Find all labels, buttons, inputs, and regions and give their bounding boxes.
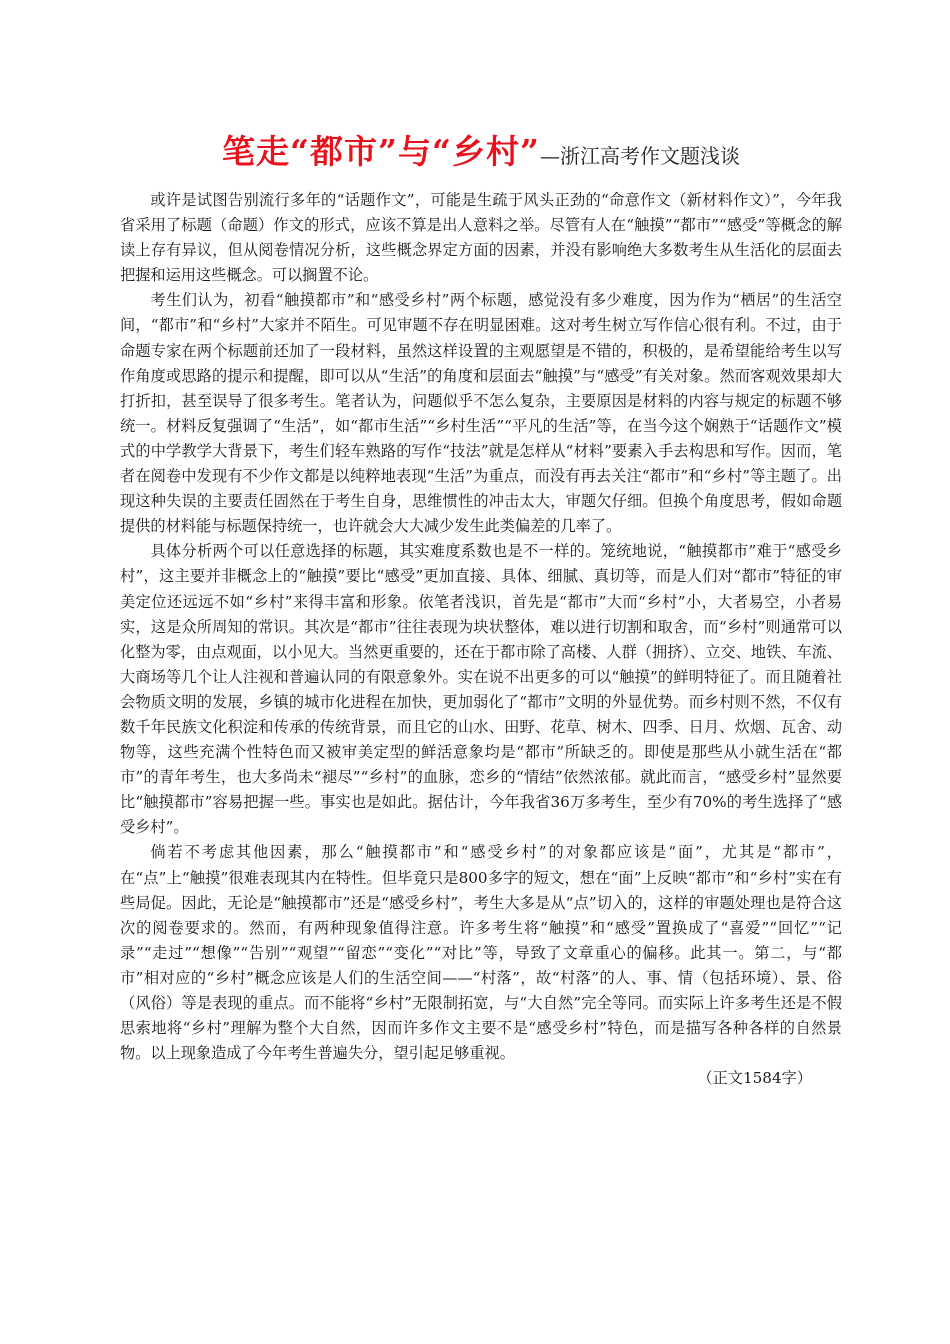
title-main: 笔走“都市”与“乡村” xyxy=(222,132,540,171)
paragraph-2: 考生们认为，初看“触摸都市”和“感受乡村”两个标题，感觉没有多少难度，因为作为“栖居”的生活空间，“都市”和“乡村”大家并不陌生。可见审题不存在明显困难。这对考生树立写作信心很有利。不过，由于命题专家在两个标题前还加了一段材料，虽然这样设置的主观愿望是不错的，积极的，是希望能给考生以写作角度或思路的提示和提醒，即可以从“生活”的角度和层面去“触摸”与“感受”有关对象。然而客观效果却大打折扣，甚至误导了很多考生。笔者认为，问题似乎不怎么复杂，主要原因是材料的内容与规定的标题不够统一。材料反复强调了“生活”，如“都市生活”“乡村生活”“平凡的生活”等，在当今这个娴熟于“话题作文”模式的中学教学大背景下，考生们轻车熟路的写作“技法”就是怎样从“材料”要素入手去构思和写作。因而，笔者在阅卷中发现有不少作文都是以纯粹地表现“生活”为重点，而没有再去关注“都市”和“乡村”等主题了。出现这种失误的主要责任固然在于考生自身，思维惯性的冲击太大，审题欠仔细。但换个角度思考，假如命题提供的材料能与标题保持统一，也许就会大大减少发生此类偏差的几率了。 xyxy=(120,291,842,536)
paragraph-4: 倘若不考虑其他因素，那么“触摸都市”和“感受乡村”的对象都应该是“面”，尤其是“都市”，在“点”上“触摸”很难表现其内在特性。但毕竟只是800多字的短文，想在“面”上反映“都市”和“乡村”实在有些局促。因此，无论是“触摸都市”还是“感受乡村”，考生大多是从“点”切入的，这样的审题处理也是符合这次的阅卷要求的。然而，有两种现象值得注意。许多考生将“触摸”和“感受”置换成了“喜爱”“回忆”“记录”“走过”“想像”“告别”“观望”“留恋”“变化”“对比”等，导致了文章重心的偏移。此其一。第二，与“都市”相对应的“乡村”概念应该是人们的生活空间——“村落”，故“村落”的人、事、情（包括环境）、景、俗（风俗）等是表现的重点。而不能将“乡村”无限制拓宽，与“大自然”完全等同。而实际上许多考生还是不假思索地将“乡村”理解为整个大自然，因而许多作文主要不是“感受乡村”特色，而是描写各种各样的自然景物。以上现象造成了今年考生普遍失分，望引起足够重视。 xyxy=(120,843,842,1063)
paragraph-3: 具体分析两个可以任意选择的标题，其实难度系数也是不一样的。笼统地说，“触摸都市”难于“感受乡村”，这主要并非概念上的“触摸”要比“感受”更加直接、具体、细腻、真切等，而是人们对“都市”特征的审美定位还远远不如“乡村”来得丰富和形象。依笔者浅识，首先是“都市”大而“乡村”小，大者易空，小者易实，这是众所周知的常识。其次是“都市”往往表现为块状整体，难以进行切割和取舍，而“乡村”则通常可以化整为零，由点观面，以小见大。当然更重要的，还在于都市除了高楼、人群（拥挤）、立交、地铁、车流、大商场等几个让人注视和普遍认同的有限意象外。实在说不出更多的可以“触摸”的鲜明特征了。而且随着社会物质文明的发展，乡镇的城市化进程在加快，更加弱化了“都市”文明的外显优势。而乡村则不然，不仅有数千年民族文化积淀和传承的传统背景，而且它的山水、田野、花草、树木、四季、日月、炊烟、瓦舍、动物等，这些充满个性特色而又被审美定型的鲜活意象均是“都市”所缺乏的。即使是那些从小就生活在“都市”的青年考生，也大多尚未“褪尽”“乡村”的血脉，恋乡的“情结”依然浓郁。就此而言，“感受乡村”显然要比“触摸都市”容易把握一些。事实也是如此。据估计，今年我省36万多考生，至少有70%的考生选择了“感受乡村”。 xyxy=(120,542,843,837)
article-title xyxy=(120,128,842,182)
word-count: （正文1584字） xyxy=(697,1069,812,1088)
title-subtitle: —浙江高考作文题浅谈 xyxy=(539,144,740,168)
document-page xyxy=(120,128,842,1091)
paragraph-1: 或许是试图告别流行多年的“话题作文”，可能是生疏于风头正劲的“命意作文（新材料作文）”，今年我省采用了标题（命题）作文的形式，应该不算是出人意料之举。尽管有人在“触摸”“都市”“感受”等概念的解读上存有异议，但从阅卷情况分析，这些概念界定方面的因素，并没有影响绝大多数考生从生活化的层面去把握和运用这些概念。可以搁置不论。 xyxy=(120,191,842,285)
